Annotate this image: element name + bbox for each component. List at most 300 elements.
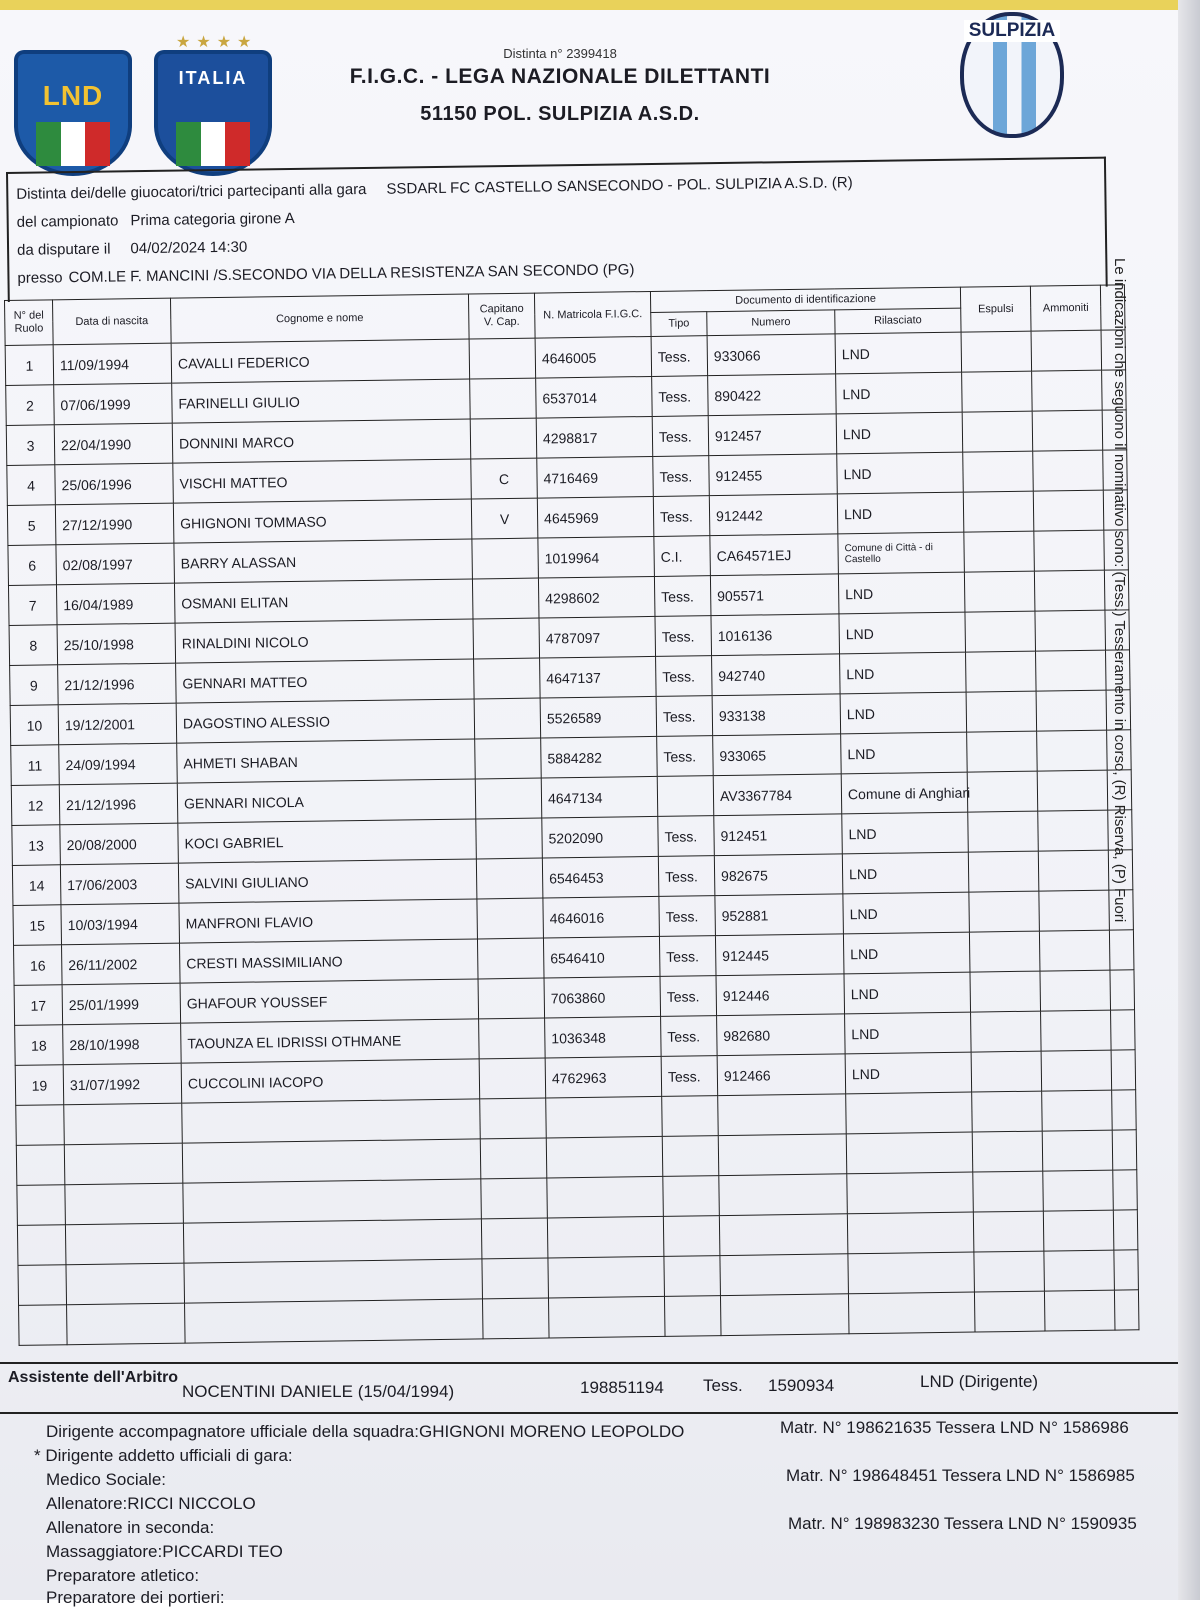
col-header-documento: Documento di identificazione [650, 287, 960, 313]
col-header-rilasciato: Rilasciato [835, 309, 961, 334]
stars-icon: ★★★★ [176, 34, 258, 51]
cell-espulsi [969, 931, 1040, 972]
col-header-tipo: Tipo [651, 312, 707, 336]
cell-ammoniti [1036, 690, 1107, 731]
match-campionato: del campionato Prima categoria girone A [16, 209, 295, 231]
dirigente-ufficiali: * Dirigente addetto ufficiali di gara: [34, 1446, 293, 1465]
cell-doc-type: Tess. [651, 336, 708, 377]
cell-doc-type: Tess. [659, 936, 716, 977]
cell-ammoniti [1034, 530, 1105, 571]
cell-name: VISCHI MATTEO [173, 459, 472, 503]
cell-captain [476, 818, 543, 859]
cell-espulsi [974, 1291, 1045, 1332]
col-header-dob: Data di nascita [53, 298, 172, 345]
cell-num: 15 [13, 905, 62, 946]
cell-ammoniti [1043, 1210, 1114, 1251]
cell-espulsi [972, 1091, 1043, 1132]
cell-num [16, 1145, 65, 1186]
allenatore: Allenatore:RICCI NICCOLO [46, 1494, 256, 1513]
cell-ammoniti [1042, 1090, 1113, 1131]
cell-issuer: LND [838, 572, 965, 614]
cell-name: GENNARI NICOLA [177, 779, 476, 823]
cell-name [185, 1299, 484, 1343]
cell-name: KOCI GABRIEL [178, 819, 477, 863]
cell-issuer: LND [836, 412, 963, 454]
cell-matricola: 4762963 [545, 1056, 662, 1098]
cell-captain [482, 1258, 549, 1299]
cell-espulsi [962, 371, 1033, 412]
cell-doc-number: 912466 [717, 1054, 846, 1096]
cell-name: FARINELLI GIULIO [172, 379, 471, 423]
cell-ammoniti [1039, 930, 1110, 971]
cell-espulsi [973, 1171, 1044, 1212]
cell-issuer: LND [835, 332, 962, 374]
cell-ammoniti [1033, 450, 1104, 491]
cell-ammoniti [1038, 850, 1109, 891]
cell-dob: 20/08/2000 [60, 823, 179, 865]
cell-name: DAGOSTINO ALESSIO [176, 699, 475, 743]
cell-doc-number: 933065 [713, 734, 842, 776]
cell-captain [480, 1138, 547, 1179]
cell-matricola [547, 1216, 664, 1258]
cell-blank [1114, 1290, 1139, 1330]
cell-matricola: 4646005 [535, 336, 652, 378]
cell-ammoniti [1040, 970, 1111, 1011]
document-page [0, 10, 1178, 1607]
cell-name: CRESTI MASSIMILIANO [179, 939, 478, 983]
cell-issuer [846, 1092, 973, 1134]
cell-ammoniti [1043, 1170, 1114, 1211]
cell-matricola: 5526589 [540, 696, 657, 738]
cell-num [17, 1185, 66, 1226]
cell-espulsi [971, 1011, 1042, 1052]
document-header [300, 46, 820, 126]
cell-name: GHAFOUR YOUSSEF [180, 979, 479, 1023]
cell-issuer: LND [844, 972, 971, 1014]
cell-captain [472, 538, 539, 579]
cell-espulsi [965, 611, 1036, 652]
roster-body [5, 330, 1139, 1346]
cell-espulsi [969, 891, 1040, 932]
cell-dob: 16/04/1989 [56, 583, 175, 625]
cell-captain [481, 1178, 548, 1219]
cell-doc-type: Tess. [659, 896, 716, 937]
organization-title: F.I.G.C. - LEGA NAZIONALE DILETTANTI [349, 65, 771, 88]
cell-doc-number [720, 1254, 849, 1296]
cell-matricola: 4716469 [537, 456, 654, 498]
col-header-matricola: N. Matricola F.I.G.C. [534, 291, 651, 338]
cell-doc-number: 912451 [714, 814, 843, 856]
cell-doc-type [663, 1176, 720, 1217]
match-info [6, 157, 1108, 302]
cell-issuer [848, 1252, 975, 1294]
cell-num: 5 [7, 505, 56, 546]
col-header-ammoniti: Ammoniti [1030, 285, 1101, 331]
cell-dob: 26/11/2002 [62, 943, 181, 985]
cell-doc-number: AV3367784 [713, 774, 842, 816]
cell-dob: 31/07/1992 [63, 1063, 182, 1105]
cell-issuer: LND [840, 652, 967, 694]
cell-doc-number: 912455 [709, 454, 838, 496]
dirigente-accompagnatore: Dirigente accompagnatore ufficiale della squadra:GHIGNONI MORENO LEOPOLDO [46, 1422, 685, 1441]
cell-dob: 28/10/1998 [63, 1023, 182, 1065]
cell-espulsi [966, 651, 1037, 692]
cell-matricola: 4645969 [537, 496, 654, 538]
cell-ammoniti [1041, 1010, 1112, 1051]
cell-ammoniti [1035, 610, 1106, 651]
cell-doc-type [662, 1096, 719, 1137]
dirigente-accompagnatore-matricola: Matr. N° 198621635 Tessera LND N° 1586986 [780, 1418, 1129, 1437]
cell-num: 2 [6, 385, 55, 426]
cell-issuer: LND [836, 372, 963, 414]
cell-doc-type [662, 1136, 719, 1177]
cell-espulsi [963, 491, 1034, 532]
cell-doc-number: 912446 [716, 974, 845, 1016]
medico-matricola: Matr. N° 198648451 Tessera LND N° 1586985 [786, 1466, 1135, 1485]
cell-doc-number: 1016136 [711, 614, 840, 656]
cell-doc-number: 912442 [709, 494, 838, 536]
cell-espulsi [968, 811, 1039, 852]
side-note: Le indicazioni che seguono il nominativo sono: (Tess.) Tesseramento in corso, (R) Riserva, (P) Fuori [1111, 258, 1128, 923]
cell-matricola [546, 1096, 663, 1138]
cell-dob: 02/08/1997 [56, 543, 175, 585]
cell-captain [473, 618, 540, 659]
cell-espulsi [968, 851, 1039, 892]
cell-espulsi [967, 731, 1038, 772]
cell-dob: 24/09/1994 [59, 743, 178, 785]
col-header-numero: Numero [707, 310, 835, 335]
background-strip [1178, 0, 1200, 1600]
referee-assistant-row [0, 1362, 1178, 1414]
cell-num: 10 [10, 705, 59, 746]
cell-dob: 25/06/1996 [55, 463, 174, 505]
cell-doc-type: Tess. [656, 696, 713, 737]
cell-name: SALVINI GIULIANO [178, 859, 477, 903]
cell-captain [478, 978, 545, 1019]
cell-ammoniti [1038, 810, 1109, 851]
cell-matricola: 6546453 [542, 856, 659, 898]
cell-doc-type: Tess. [654, 576, 711, 617]
cell-captain [480, 1098, 547, 1139]
cell-matricola: 6537014 [536, 376, 653, 418]
cell-doc-number: 982680 [717, 1014, 846, 1056]
assistant-matricola: 198851194 [580, 1378, 664, 1397]
cell-issuer: LND [843, 932, 970, 974]
cell-num: 17 [14, 985, 63, 1026]
cell-num: 6 [8, 545, 57, 586]
assistant-doc-number: 1590934 [768, 1376, 835, 1395]
cell-dob: 10/03/1994 [61, 903, 180, 945]
cell-matricola: 6546410 [543, 936, 660, 978]
cell-doc-number: 890422 [708, 374, 837, 416]
cell-espulsi [966, 691, 1037, 732]
cell-blank [1114, 1250, 1139, 1290]
cell-doc-number: 952881 [715, 894, 844, 936]
cell-matricola [547, 1176, 664, 1218]
club-title: 51150 POL. SULPIZIA A.S.D. [420, 103, 700, 125]
cell-num: 16 [14, 945, 63, 986]
match-gara: Distinta dei/delle giuocatori/trici partecipanti alla gara SSDARL FC CASTELLO SANSECONDO - POL. SULPIZIA A.S.D. (R) [16, 174, 853, 203]
col-header-name: Cognome e nome [170, 294, 469, 343]
cell-captain [472, 578, 539, 619]
cell-espulsi [964, 531, 1035, 572]
cell-captain [477, 898, 544, 939]
cell-dob: 25/01/1999 [62, 983, 181, 1025]
cell-captain [479, 1058, 546, 1099]
cell-matricola: 1019964 [538, 536, 655, 578]
match-venue: presso COM.LE F. MANCINI /S.SECONDO VIA DELLA RESISTENZA SAN SECONDO (PG) [17, 261, 635, 287]
cell-doc-type [664, 1296, 721, 1337]
cell-dob [64, 1103, 183, 1145]
cell-captain: V [471, 498, 538, 539]
cell-name [182, 1099, 481, 1143]
cell-doc-number: 905571 [710, 574, 839, 616]
cell-name [183, 1179, 482, 1223]
match-date: da disputare il 04/02/2024 14:30 [16, 238, 248, 259]
cell-name: CUCCOLINI IACOPO [181, 1059, 480, 1103]
col-header-captain: Capitano V. Cap. [468, 293, 535, 339]
cell-dob [67, 1303, 186, 1345]
cell-doc-number [718, 1094, 847, 1136]
assistant-issuer: LND (Dirigente) [920, 1372, 1039, 1391]
cell-issuer: LND [837, 492, 964, 534]
cell-num [17, 1225, 66, 1266]
cell-doc-type [664, 1256, 721, 1297]
cell-name: RINALDINI NICOLO [175, 619, 474, 663]
preparatore-portieri: Preparatore dei portieri: [46, 1588, 225, 1607]
cell-doc-number [719, 1174, 848, 1216]
cell-dob [66, 1263, 185, 1305]
cell-num: 4 [7, 465, 56, 506]
cell-doc-number [718, 1134, 847, 1176]
cell-issuer [848, 1292, 975, 1334]
cell-ammoniti [1044, 1290, 1115, 1331]
cell-doc-type [657, 776, 714, 817]
cell-matricola: 5202090 [542, 816, 659, 858]
cell-doc-type [663, 1216, 720, 1257]
cell-dob [65, 1183, 184, 1225]
assistant-doc-type: Tess. [703, 1376, 743, 1395]
cell-ammoniti [1032, 410, 1103, 451]
cell-espulsi [963, 451, 1034, 492]
cell-blank [1113, 1170, 1138, 1210]
cell-issuer: LND [845, 1012, 972, 1054]
assistant-label: Assistente dell'Arbitro [8, 1369, 179, 1386]
cell-matricola: 1036348 [545, 1016, 662, 1058]
cell-issuer: LND [841, 732, 968, 774]
cell-dob: 21/12/1996 [59, 783, 178, 825]
cell-espulsi [974, 1251, 1045, 1292]
cell-matricola: 4298602 [538, 576, 655, 618]
figc-italia-logo [154, 34, 272, 176]
distinta-number: Distinta n° 2399418 [503, 46, 617, 61]
cell-doc-type: Tess. [653, 496, 710, 537]
cell-ammoniti [1037, 730, 1108, 771]
cell-name: OSMANI ELITAN [174, 579, 473, 623]
cell-dob: 19/12/2001 [58, 703, 177, 745]
cell-issuer: Comune di Città - di Castello [838, 532, 965, 574]
cell-dob: 21/12/1996 [58, 663, 177, 705]
cell-espulsi [961, 331, 1032, 372]
cell-doc-type: Tess. [655, 616, 712, 657]
col-header-num: N° del Ruolo [5, 300, 54, 346]
cell-num [18, 1265, 67, 1306]
sulpizia-logo [960, 12, 1064, 138]
sulpizia-logo-text: SULPIZIA [964, 20, 1060, 42]
cell-captain [469, 338, 536, 379]
cell-matricola: 4787097 [539, 616, 656, 658]
cell-matricola: 4647137 [540, 656, 657, 698]
cell-ammoniti [1039, 890, 1110, 931]
cell-ammoniti [1034, 570, 1105, 611]
cell-issuer: LND [839, 612, 966, 654]
cell-num: 18 [15, 1025, 64, 1066]
cell-name [182, 1139, 481, 1183]
cell-espulsi [973, 1211, 1044, 1252]
cell-doc-type: Tess. [658, 856, 715, 897]
cell-num: 8 [9, 625, 58, 666]
cell-num: 14 [12, 865, 61, 906]
cell-matricola: 4646016 [543, 896, 660, 938]
cell-name [184, 1259, 483, 1303]
cell-doc-number [719, 1214, 848, 1256]
cell-doc-number: 912445 [715, 934, 844, 976]
cell-doc-type: Tess. [660, 976, 717, 1017]
cell-captain [470, 418, 537, 459]
cell-dob: 07/06/1999 [54, 383, 173, 425]
cell-matricola [548, 1296, 665, 1338]
cell-doc-number: 982675 [714, 854, 843, 896]
cell-dob: 11/09/1994 [53, 343, 172, 385]
cell-captain [482, 1298, 549, 1339]
cell-issuer: LND [843, 892, 970, 934]
cell-blank [1113, 1210, 1138, 1250]
cell-doc-type: Tess. [661, 1016, 718, 1057]
cell-name: MANFRONI FLAVIO [179, 899, 478, 943]
cell-num: 1 [5, 345, 54, 386]
cell-captain [474, 698, 541, 739]
cell-captain [479, 1018, 546, 1059]
cell-ammoniti [1041, 1050, 1112, 1091]
cell-name: BARRY ALASSAN [174, 539, 473, 583]
cell-name: DONNINI MARCO [172, 419, 471, 463]
cell-doc-type: Tess. [656, 656, 713, 697]
cell-name: GENNARI MATTEO [176, 659, 475, 703]
cell-num: 13 [12, 825, 61, 866]
cell-doc-type: Tess. [657, 736, 714, 777]
header-logos [14, 34, 272, 176]
cell-issuer: LND [845, 1052, 972, 1094]
cell-ammoniti [1042, 1130, 1113, 1171]
player-roster-table [4, 284, 1140, 1346]
cell-name: GHIGNONI TOMMASO [173, 499, 472, 543]
cell-doc-number: CA64571EJ [710, 534, 839, 576]
cell-doc-number: 942740 [712, 654, 841, 696]
cell-ammoniti [1033, 490, 1104, 531]
italian-flag-icon [176, 122, 250, 166]
cell-ammoniti [1032, 370, 1103, 411]
cell-dob: 25/10/1998 [57, 623, 176, 665]
massaggiatore: Massaggiatore:PICCARDI TEO [46, 1542, 283, 1561]
cell-num: 9 [10, 665, 59, 706]
cell-matricola: 5884282 [541, 736, 658, 778]
italia-logo-text: ITALIA [178, 68, 248, 88]
cell-doc-number: 933138 [712, 694, 841, 736]
cell-espulsi [964, 571, 1035, 612]
allenatore-seconda-matricola: Matr. N° 198983230 Tessera LND N° 1590935 [788, 1514, 1137, 1533]
cell-issuer: LND [840, 692, 967, 734]
cell-ammoniti [1031, 330, 1102, 371]
cell-espulsi [971, 1051, 1042, 1092]
cell-captain: C [471, 458, 538, 499]
cell-name: CAVALLI FEDERICO [171, 339, 470, 383]
cell-doc-number [720, 1294, 849, 1336]
cell-captain [481, 1218, 548, 1259]
cell-captain [477, 938, 544, 979]
cell-num [19, 1305, 68, 1346]
cell-num [16, 1105, 65, 1146]
cell-espulsi [967, 771, 1038, 812]
table-edge-strip [0, 0, 1200, 10]
medico-sociale: Medico Sociale: [46, 1470, 167, 1489]
cell-doc-number: 933066 [707, 334, 836, 376]
cell-issuer [847, 1212, 974, 1254]
cell-espulsi [970, 971, 1041, 1012]
cell-name: TAOUNZA EL IDRISSI OTHMANE [181, 1019, 480, 1063]
cell-num: 3 [6, 425, 55, 466]
lnd-logo [14, 50, 132, 176]
cell-doc-type: Tess. [652, 416, 709, 457]
preparatore-atletico: Preparatore atletico: [46, 1566, 200, 1585]
cell-num: 7 [8, 585, 57, 626]
cell-dob: 22/04/1990 [54, 423, 173, 465]
cell-doc-number: 912457 [708, 414, 837, 456]
cell-captain [476, 858, 543, 899]
cell-ammoniti [1037, 770, 1108, 811]
cell-doc-type: Tess. [653, 456, 710, 497]
cell-matricola: 4647134 [541, 776, 658, 818]
cell-dob: 17/06/2003 [60, 863, 179, 905]
cell-issuer [847, 1172, 974, 1214]
cell-num: 12 [11, 785, 60, 826]
cell-captain [470, 378, 537, 419]
cell-issuer: LND [842, 852, 969, 894]
cell-captain [474, 658, 541, 699]
cell-num: 19 [15, 1065, 64, 1106]
cell-issuer: LND [842, 812, 969, 854]
cell-issuer: LND [837, 452, 964, 494]
allenatore-seconda: Allenatore in seconda: [46, 1518, 215, 1537]
cell-dob: 27/12/1990 [55, 503, 174, 545]
cell-matricola: 7063860 [544, 976, 661, 1018]
cell-espulsi [972, 1131, 1043, 1172]
cell-ammoniti [1036, 650, 1107, 691]
cell-issuer: Comune di Anghiari [841, 772, 968, 814]
cell-num: 11 [11, 745, 60, 786]
cell-doc-type: Tess. [661, 1056, 718, 1097]
cell-ammoniti [1044, 1250, 1115, 1291]
cell-espulsi [962, 411, 1033, 452]
cell-dob [65, 1223, 184, 1265]
cell-captain [475, 778, 542, 819]
italian-flag-icon [36, 122, 110, 166]
cell-doc-type: Tess. [652, 376, 709, 417]
lnd-logo-text: LND [42, 80, 104, 111]
col-header-espulsi: Espulsi [960, 286, 1031, 332]
cell-doc-type: C.I. [654, 536, 711, 577]
cell-doc-type: Tess. [658, 816, 715, 857]
cell-issuer [846, 1132, 973, 1174]
